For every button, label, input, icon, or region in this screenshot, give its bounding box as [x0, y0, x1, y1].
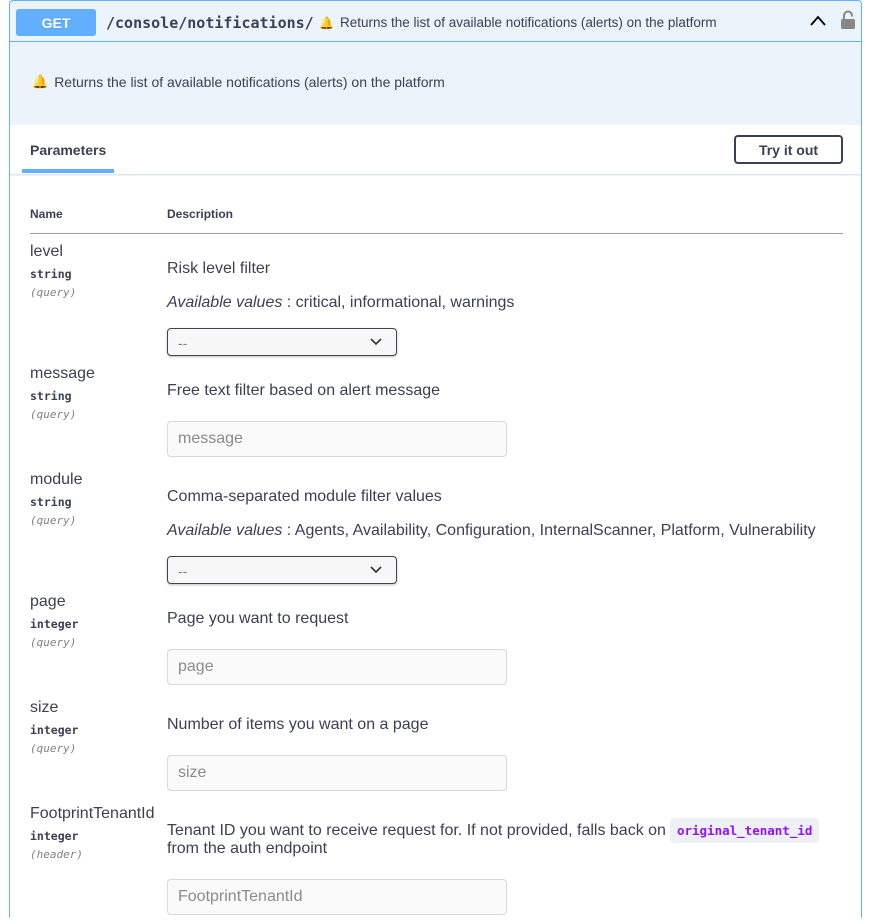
param-available-module: Available values : Agents, Availability, Configuration, InternalScanner, Platform, Vulnerability: [167, 522, 816, 539]
bell-icon: 🔔: [32, 74, 49, 89]
select-value: --: [178, 563, 188, 579]
parameters-table: [10, 176, 861, 921]
param-in-level: (query): [30, 286, 77, 299]
column-header-description: Description: [167, 207, 234, 221]
column-header-name: Name: [30, 207, 63, 221]
message-input[interactable]: [167, 421, 507, 457]
param-type-size: integer: [30, 723, 79, 737]
select-value: --: [178, 335, 188, 351]
param-desc-page: Page you want to request: [167, 610, 349, 627]
param-type-module: string: [30, 495, 72, 509]
param-name-size: size: [30, 699, 59, 716]
param-type-footprint-tenant-id: integer: [30, 829, 79, 843]
module-select[interactable]: [167, 556, 397, 584]
try-it-out-button[interactable]: Try it out: [734, 135, 843, 164]
param-desc-module: Comma-separated module filter values: [167, 488, 442, 505]
param-name-footprint-tenant-id: FootprintTenantId: [30, 805, 155, 822]
param-in-page: (query): [30, 636, 77, 649]
param-in-module: (query): [30, 514, 77, 527]
param-name-level: level: [30, 243, 63, 260]
summary-label: Returns the list of available notifications (alerts) on the platform: [339, 15, 717, 30]
param-name-page: page: [30, 593, 66, 610]
header-divider: [30, 233, 843, 234]
chevron-down-icon: [370, 565, 382, 575]
operation-description: [32, 74, 445, 90]
unlocked-padlock-icon[interactable]: [839, 10, 857, 30]
parameters-header: [10, 125, 861, 175]
param-in-size: (query): [30, 742, 77, 755]
chevron-down-icon: [370, 337, 382, 347]
operation-summary-text: [319, 15, 717, 30]
description-text: Returns the list of available notifications (alerts) on the platform: [54, 74, 445, 90]
param-in-message: (query): [30, 408, 77, 421]
param-name-message: message: [30, 365, 95, 382]
chevron-up-icon[interactable]: [808, 11, 828, 31]
param-desc-footprint-tenant-id: Tenant ID you want to receive request for. If not provided, falls back on original_tenant_id: [167, 822, 819, 840]
param-desc-message: Free text filter based on alert message: [167, 382, 441, 399]
bell-icon: 🔔: [319, 15, 334, 30]
http-method-badge: GET: [16, 9, 96, 36]
footprint-tenant-id-input[interactable]: [167, 879, 507, 915]
param-type-level: string: [30, 267, 72, 281]
page-input[interactable]: [167, 649, 507, 685]
param-desc-size: Number of items you want on a page: [167, 716, 429, 733]
inline-code: original_tenant_id: [670, 818, 819, 843]
size-input[interactable]: [167, 755, 507, 791]
param-desc-footprint-tenant-id-cont: from the auth endpoint: [167, 840, 328, 857]
endpoint-path: /console/notifications/: [106, 14, 314, 32]
operation-block-get-notifications: [9, 0, 862, 920]
active-tab-indicator: [22, 169, 114, 173]
param-type-page: integer: [30, 617, 79, 631]
param-name-module: module: [30, 471, 83, 488]
tab-parameters[interactable]: Parameters: [30, 142, 107, 158]
param-desc-level: Risk level filter: [167, 260, 271, 277]
param-in-footprint-tenant-id: (header): [30, 848, 83, 861]
param-available-level: Available values : critical, informational, warnings: [167, 294, 515, 311]
operation-summary[interactable]: [10, 1, 861, 42]
param-type-message: string: [30, 389, 72, 403]
level-select[interactable]: [167, 328, 397, 356]
